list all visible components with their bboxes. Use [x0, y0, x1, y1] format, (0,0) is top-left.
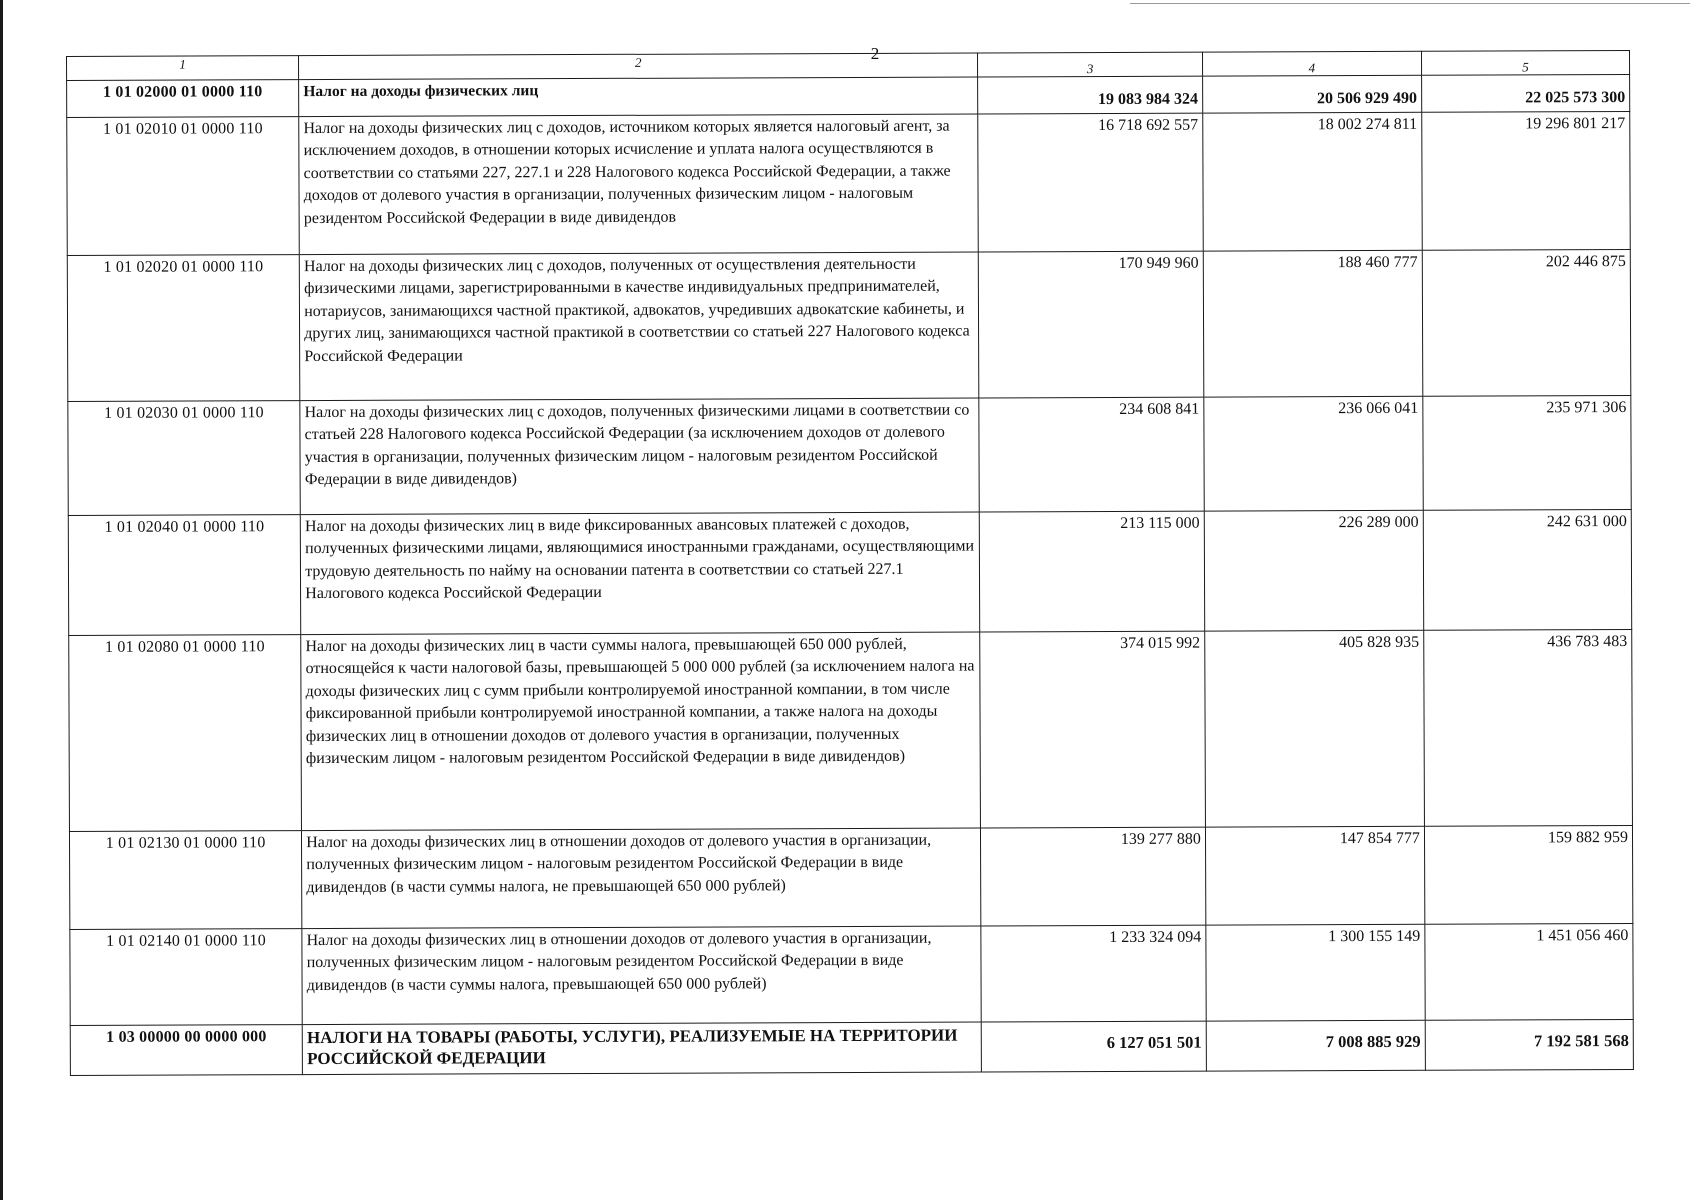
- amount-year-1: 139 277 880: [981, 827, 1206, 926]
- budget-code: 1 01 02040 01 0000 110: [68, 514, 301, 635]
- income-name: Налог на доходы физических лиц с доходов, полученных физическими лицами в соответствии со статьей 228 Налогового кодекса Российской Федерации (за исключением доходов от долевого участия в организации, полученных физическим лицом - налоговым резидентом Российской Федерации в виде дивидендов): [300, 397, 980, 514]
- income-name: Налог на доходы физических лиц в виде фиксированных авансовых платежей с доходов, полученных физическими лицами, являющимися иностранными гражданами, осуществляющими трудовую деятельность по найму на основании патента в соответствии со статьей 227.1 Налогового кодекса Российской Федерации: [300, 511, 980, 634]
- amount-year-1: 374 015 992: [980, 631, 1205, 828]
- amount-year-2: 20 506 929 490: [1202, 75, 1421, 112]
- budget-code: 1 01 02080 01 0000 110: [69, 634, 302, 831]
- table-row: [67, 111, 1631, 255]
- page-number: 2: [870, 44, 880, 63]
- column-number-4: 4: [1202, 51, 1421, 76]
- amount-year-2: 18 002 274 811: [1203, 112, 1423, 251]
- amount-year-1: 19 083 984 324: [978, 76, 1203, 113]
- income-name: Налог на доходы физических лиц: [299, 77, 978, 116]
- budget-code: 1 01 02010 01 0000 110: [67, 116, 300, 255]
- income-name: Налог на доходы физических лиц в отношении доходов от долевого участия в организации, полученных физическим лицом - налоговым резидентом Российской Федерации в виде дивидендов (в части суммы налога, превышающей 650 000 рублей): [302, 925, 981, 1024]
- column-number-2: 2: [299, 53, 978, 80]
- income-name: Налог на доходы физических лиц в части суммы налога, превышающей 650 000 рублей, относящейся к части налоговой базы, превышающей 5 000 000 рублей (за исключением налога на доходы физических лиц с сумм прибыли контролируемой иностранной компании, в том числе фиксированной прибыли контролируемой иностранной компании, а также налога на доходы физических лиц в отношении доходов от долевого участия в организации, полученных физическим лицом - налоговым резидентом Российской Федерации в виде дивидендов): [301, 631, 981, 830]
- table-row: [69, 825, 1632, 929]
- table-row: [69, 629, 1633, 831]
- budget-code: 1 01 02140 01 0000 110: [70, 928, 303, 1025]
- budget-code: 1 01 02030 01 0000 110: [68, 400, 301, 515]
- scan-top-rule: [1130, 3, 1690, 4]
- amount-year-3: 202 446 875: [1422, 249, 1631, 396]
- income-name: Налог на доходы физических лиц с доходов, источником которых является налоговый агент, за исключением доходов, в отношении которых исчисление и уплата налога осуществляются в соответствии со статьями 227, 227.1 и 228 Налогового кодекса Российской Федерации, а также доходов от долевого участия в организации, полученных физическим лицом - налоговым резидентом Российской Федерации в виде дивидендов: [299, 113, 979, 254]
- amount-year-3: 7 192 581 568: [1425, 1019, 1633, 1070]
- amount-year-1: 234 608 841: [979, 397, 1204, 512]
- table-row-group-ndfl: [67, 74, 1630, 117]
- column-number-3: 3: [978, 52, 1203, 77]
- amount-year-2: 1 300 155 149: [1206, 924, 1425, 1021]
- amount-year-3: 436 783 483: [1424, 629, 1633, 826]
- amount-year-2: 226 289 000: [1204, 510, 1424, 631]
- table-row: [67, 249, 1631, 401]
- amount-year-1: 170 949 960: [979, 251, 1204, 398]
- amount-year-3: 22 025 573 300: [1421, 74, 1629, 111]
- amount-year-2: 147 854 777: [1205, 826, 1424, 925]
- amount-year-1: 213 115 000: [980, 511, 1205, 632]
- amount-year-3: 159 882 959: [1424, 825, 1633, 924]
- column-number-5: 5: [1421, 50, 1629, 75]
- amount-year-2: 188 460 777: [1203, 250, 1423, 397]
- amount-year-1: 16 718 692 557: [978, 113, 1203, 252]
- income-name: НАЛОГИ НА ТОВАРЫ (РАБОТЫ, УСЛУГИ), РЕАЛИЗУЕМЫЕ НА ТЕРРИТОРИИ РОССИЙСКОЙ ФЕДЕРАЦИИ: [302, 1021, 981, 1074]
- table-row: [70, 923, 1633, 1025]
- revenue-table: [66, 50, 1634, 1075]
- budget-code: 1 01 02130 01 0000 110: [69, 830, 302, 929]
- table-row: [68, 395, 1631, 515]
- budget-code: 1 01 02000 01 0000 110: [67, 80, 299, 117]
- amount-year-2: 7 008 885 929: [1206, 1020, 1425, 1071]
- amount-year-2: 405 828 935: [1205, 630, 1425, 827]
- table-row: [68, 509, 1631, 635]
- amount-year-1: 1 233 324 094: [981, 925, 1206, 1022]
- scan-edge-border: [0, 0, 3, 1200]
- budget-code: 1 01 02020 01 0000 110: [67, 254, 300, 401]
- amount-year-3: 1 451 056 460: [1425, 923, 1634, 1020]
- income-name: Налог на доходы физических лиц в отношении доходов от долевого участия в организации, полученных физическим лицом - налоговым резидентом Российской Федерации в виде дивидендов (в части суммы налога, не превышающей 650 000 рублей): [302, 827, 981, 928]
- amount-year-3: 19 296 801 217: [1422, 111, 1631, 250]
- amount-year-1: 6 127 051 501: [981, 1021, 1206, 1072]
- amount-year-3: 235 971 306: [1423, 395, 1632, 510]
- table-row-section-total: [70, 1019, 1633, 1075]
- income-name: Налог на доходы физических лиц с доходов, полученных от осуществления деятельности физическими лицами, зарегистрированными в качестве индивидуальных предпринимателей, нотариусов, занимающихся частной практикой, адвокатов, учредивших адвокатские кабинеты, и других лиц, занимающихся частной практикой в соответствии со статьей 227 Налогового кодекса Российской Федерации: [299, 251, 979, 400]
- amount-year-3: 242 631 000: [1423, 509, 1632, 630]
- column-number-1: 1: [67, 56, 299, 81]
- amount-year-2: 236 066 041: [1204, 396, 1423, 511]
- budget-code: 1 03 00000 00 0000 000: [70, 1024, 302, 1075]
